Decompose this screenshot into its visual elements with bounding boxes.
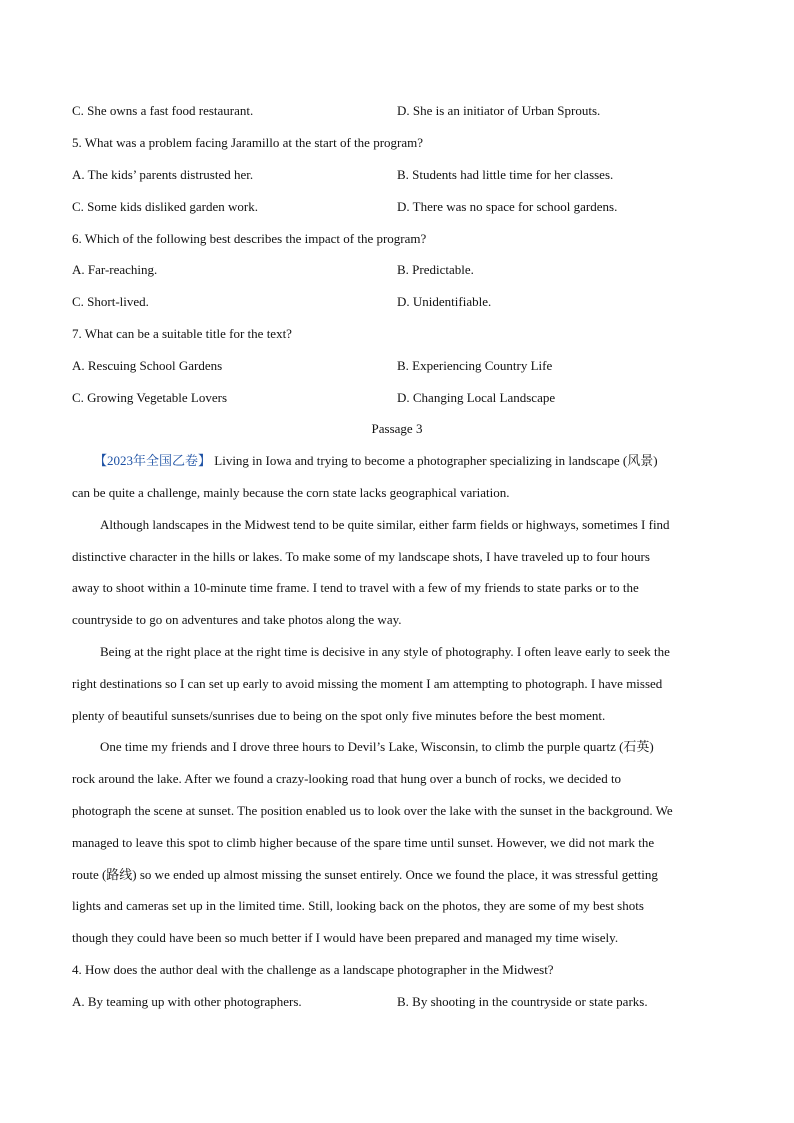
passage-p1-line1 bbox=[94, 453, 658, 469]
q6-option-c: C. Short-lived. bbox=[72, 294, 149, 309]
passage-p4-line3: photograph the scene at sunset. The position enabled us to look over the lake with the sunset in the background. We bbox=[72, 803, 673, 818]
source-tag: 【2023年全国乙卷】 bbox=[94, 453, 212, 468]
passage-p1-line2: can be quite a challenge, mainly because the corn state lacks geographical variation. bbox=[72, 485, 510, 500]
q7-option-b: B. Experiencing Country Life bbox=[397, 358, 553, 373]
passage-p4-line2: rock around the lake. After we found a crazy-looking road that hung over a bunch of rocks, we decided to bbox=[72, 771, 622, 786]
q7-option-a: A. Rescuing School Gardens bbox=[72, 358, 223, 373]
passage-p3-line2: right destinations so I can set up early to avoid missing the moment I am attempting to photograph. I have missed bbox=[72, 676, 663, 691]
q5-option-b: B. Students had little time for her classes. bbox=[397, 167, 614, 182]
passage-p3-line1: Being at the right place at the right time is decisive in any style of photography. I often leave early to seek the bbox=[100, 644, 670, 659]
q6-option-d: D. Unidentifiable. bbox=[397, 294, 492, 309]
q4-option-a: A. By teaming up with other photographers. bbox=[72, 994, 302, 1009]
q6-question: 6. Which of the following best describes the impact of the program? bbox=[72, 231, 427, 246]
passage-p4-line1: One time my friends and I drove three hours to Devil’s Lake, Wisconsin, to climb the purple quartz (石英) bbox=[100, 739, 654, 754]
q7-option-d: D. Changing Local Landscape bbox=[397, 390, 556, 405]
passage-p2-line3: away to shoot within a 10-minute time frame. I tend to travel with a few of my friends to state parks or to the bbox=[72, 580, 639, 595]
q5-option-d: D. There was no space for school gardens. bbox=[397, 199, 618, 214]
passage-p1-text: Living in Iowa and trying to become a photographer specializing in landscape (风景) bbox=[211, 453, 658, 468]
passage-p4-line5: route (路线) so we ended up almost missing the sunset entirely. Once we found the place, it was stressful getting bbox=[72, 867, 658, 882]
q4-option-b: B. By shooting in the countryside or state parks. bbox=[397, 994, 648, 1009]
q5-option-a: A. The kids’ parents distrusted her. bbox=[72, 167, 254, 182]
passage-p3-line3: plenty of beautiful sunsets/sunrises due to being on the spot only five minutes before the best moment. bbox=[72, 708, 606, 723]
q6-option-a: A. Far-reaching. bbox=[72, 262, 158, 277]
q5-option-c: C. Some kids disliked garden work. bbox=[72, 199, 258, 214]
q7-option-c: C. Growing Vegetable Lovers bbox=[72, 390, 228, 405]
q4-question: 4. How does the author deal with the challenge as a landscape photographer in the Midwest? bbox=[72, 962, 554, 977]
q6-option-b: B. Predictable. bbox=[397, 262, 474, 277]
q7-question: 7. What can be a suitable title for the text? bbox=[72, 326, 292, 341]
passage-title: Passage 3 bbox=[371, 421, 423, 436]
passage-p2-line1: Although landscapes in the Midwest tend to be quite similar, either farm fields or highways, sometimes I find bbox=[100, 517, 670, 532]
passage-p4-line6: lights and cameras set up in the limited time. Still, looking back on the photos, they are some of my best shots bbox=[72, 898, 644, 913]
q3-option-d: D. She is an initiator of Urban Sprouts. bbox=[397, 103, 601, 118]
passage-p2-line4: countryside to go on adventures and take photos along the way. bbox=[72, 612, 402, 627]
passage-p2-line2: distinctive character in the hills or lakes. To make some of my landscape shots, I have traveled up to four hours bbox=[72, 549, 650, 564]
q3-option-c: C. She owns a fast food restaurant. bbox=[72, 103, 254, 118]
passage-p4-line7: though they could have been so much better if I would have been prepared and managed my time wisely. bbox=[72, 930, 619, 945]
q5-question: 5. What was a problem facing Jaramillo at the start of the program? bbox=[72, 135, 423, 150]
passage-p4-line4: managed to leave this spot to climb higher because of the spare time until sunset. However, we did not mark the bbox=[72, 835, 655, 850]
